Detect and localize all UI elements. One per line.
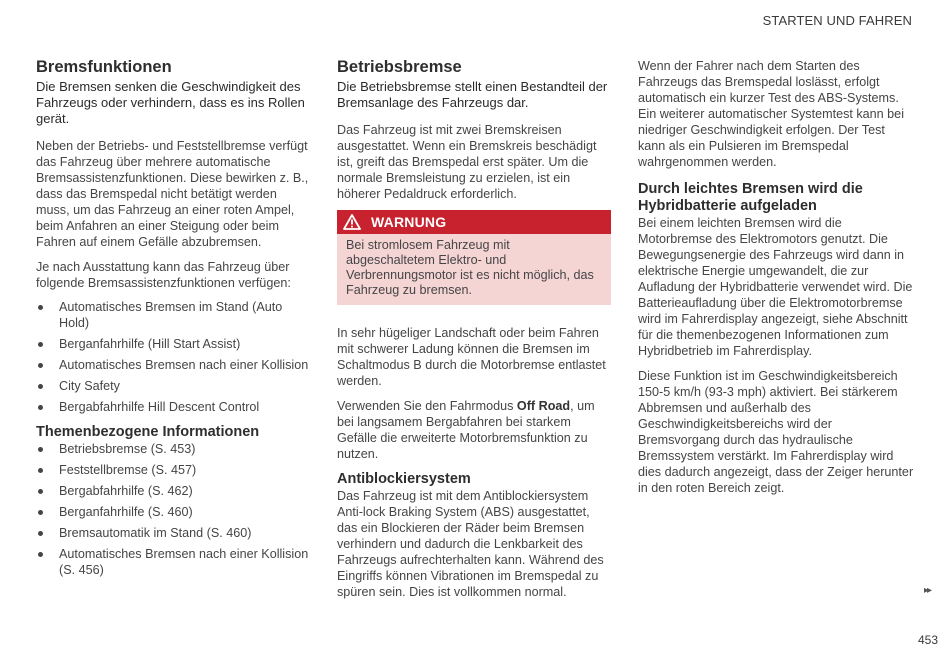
related-link-parking-brake[interactable]: Feststellbremse (S. 457) [36, 462, 312, 478]
list-related-info [36, 441, 312, 578]
heading-service-brake: Betriebsbremse [337, 58, 462, 76]
list-item: Bergabfahrhilfe Hill Descent Control [36, 399, 312, 415]
section-header: STARTEN UND FAHREN [762, 13, 912, 28]
list-item: Automatisches Bremsen nach einer Kollision [36, 357, 312, 373]
related-link-auto-hold[interactable]: Bremsautomatik im Stand (S. 460) [36, 525, 312, 541]
paragraph-brake-assist: Neben der Betriebs- und Feststellbremse verfügt das Fahrzeug über mehrere automatische Bremsassistenzfunktionen. Diese bewirken z. B., dass das Bremspedal nicht betätigt werden muss, um das Fahrzeug an einer roten Ampel, beim Anfahren an einer Steigung oder beim Fahren auf einem Gefälle abzubremsen. [36, 139, 309, 249]
paragraph-abs-test: Wenn der Fahrer nach dem Starten des Fahrzeugs das Bremspedal loslässt, erfolgt automatisch ein kurzer Test des ABS-Systems. Ein weiterer automatischer Systemtest kann bei niedriger Geschwindigkeit erfolgen. Der Test kann als ein Pulsieren im Bremspedal wahrgenommen werden. [638, 59, 904, 169]
double-chevron-right-icon[interactable]: ▸▸ [924, 585, 931, 596]
list-item: Berganfahrhilfe (Hill Start Assist) [36, 336, 312, 352]
list-brake-assist-functions [36, 299, 312, 415]
lead-service-brake: Die Betriebsbremse stellt einen Bestandteil der Bremsanlage des Fahrzeugs dar. [337, 79, 608, 110]
list-item: City Safety [36, 378, 312, 394]
related-link-hill-descent[interactable]: Bergabfahrhilfe (S. 462) [36, 483, 312, 499]
heading-abs: Antiblockiersystem [337, 471, 471, 487]
paragraph-brake-circuits: Das Fahrzeug ist mit zwei Bremskreisen ausgestattet. Wenn ein Bremskreis beschädigt ist, greift das Bremspedal erst später. Um die normale Bremsleistung zu erzielen, ist ein höherer Pedaldruck erforderlich. [337, 123, 597, 201]
paragraph-speed-range: Diese Funktion ist im Geschwindigkeitsbereich 150-5 km/h (93-3 mph) aktiviert. Bei stärkerem Abbremsen und außerhalb des Geschwindigkeitsbereichs wird der Bremsvorgang durch das hydraulische Bremssystem verstärkt. Im Fahrerdisplay wird dies dadurch angezeigt, dass der Zeiger herunter in den roten Bereich zeigt. [638, 369, 914, 495]
warning-triangle-icon [343, 214, 361, 230]
warning-label: WARNUNG [371, 214, 447, 230]
drive-mode-name: Off Road [516, 399, 571, 413]
paragraph-abs: Das Fahrzeug ist mit dem Antiblockiersystem Anti-lock Braking System (ABS) ausgestattet, das ein Blockieren der Räder beim Bremsen verhindern und dadurch die Lenkbarkeit des Fahrzeugs aufrechterhalten kann. Während des Eingriffs können Vibrationen im Bremspedal zu spüren sein. Dies ist vollkommen normal. [337, 489, 604, 599]
list-item: Automatisches Bremsen im Stand (Auto Hold) [36, 299, 312, 331]
column-brake-functions [36, 56, 312, 583]
paragraph-off-road: Verwenden Sie den Fahrmodus Off Road, um bei langsamem Bergabfahren bei starkem Gefälle die erweiterte Motorbremsfunktion zu nutzen. [337, 399, 595, 461]
warning-header [337, 210, 611, 234]
paragraph-hilly-terrain: In sehr hügeliger Landschaft oder beim Fahren mit schwerer Ladung können die Bremsen im Schaltmodus B durch die Motorbremse entlastet werden. [337, 326, 606, 388]
heading-related-info: Themenbezogene Informationen [36, 424, 260, 440]
column-regenerative-braking [638, 58, 914, 505]
related-link-hill-start[interactable]: Berganfahrhilfe (S. 460) [36, 504, 312, 520]
page-number: 453 [917, 633, 938, 647]
paragraph-equipment: Je nach Ausstattung kann das Fahrzeug über folgende Bremsassistenzfunktionen verfügen: [36, 260, 291, 290]
column-service-brake [337, 56, 611, 609]
heading-brake-functions: Bremsfunktionen [36, 58, 172, 76]
related-link-service-brake[interactable]: Betriebsbremse (S. 453) [36, 441, 312, 457]
lead-brake-functions: Die Bremsen senken die Geschwindigkeit des Fahrzeugs oder verhindern, dass es ins Rollen gerät. [36, 79, 305, 126]
heading-hybrid-battery: Durch leichtes Bremsen wird die Hybridbatterie aufgeladen [638, 181, 863, 214]
related-link-post-collision[interactable]: Automatisches Bremsen nach einer Kollision (S. 456) [36, 546, 312, 578]
paragraph-light-braking: Bei einem leichten Bremsen wird die Motorbremse des Elektromotors genutzt. Die Bewegungsenergie des Fahrzeugs wird dann in elektrische Energie umgewandelt, die zur Aufladung der Hybridbatterie verwendet wird. Die Batterieaufladung über die Elektromotorbremse wird im Fahrerdisplay angezeigt, siehe Abschnitt für die themenbezogenen Informationen zum Hybridbetrieb im Fahrerdisplay. [638, 216, 913, 358]
warning-box [337, 210, 611, 305]
warning-text: Bei stromlosem Fahrzeug mit abgeschaltetem Elektro- und Verbrennungsmotor ist es nicht möglich, das Fahrzeug zu bremsen. [337, 234, 611, 305]
